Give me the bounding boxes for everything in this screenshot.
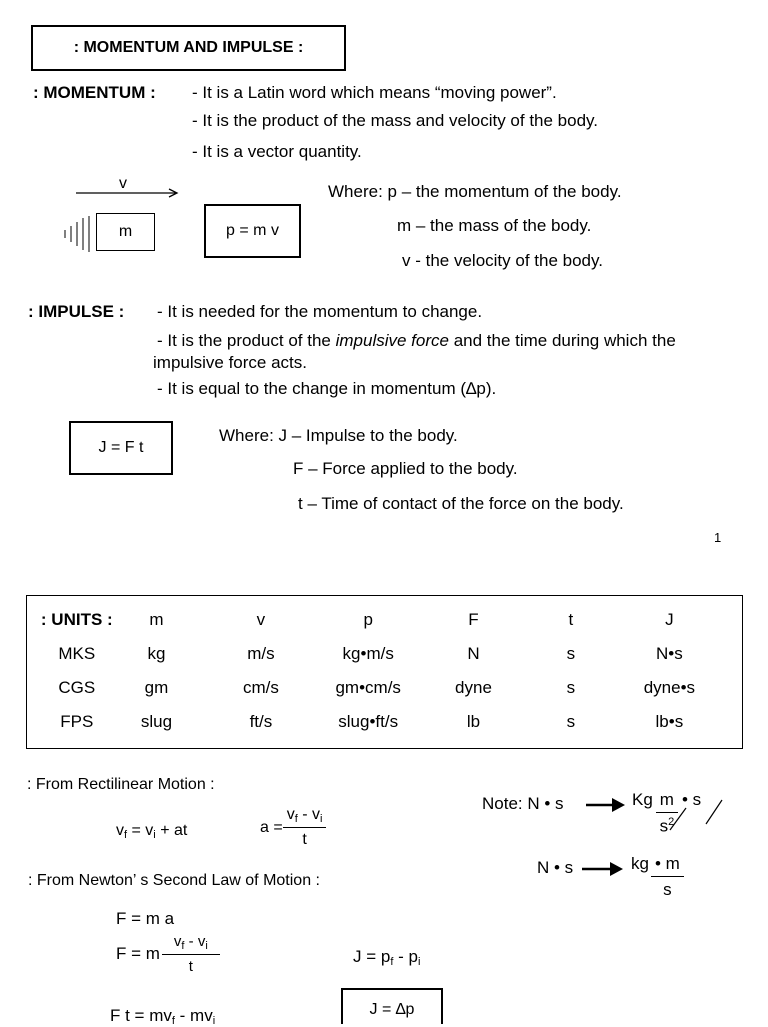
fraction-numerator	[162, 933, 220, 955]
momentum-formula-box	[204, 204, 301, 258]
impulse-line-3: - It is equal to the change in momentum (∆p).	[157, 379, 497, 398]
table-cell: s	[566, 712, 576, 731]
rectilinear-eq-2	[260, 806, 326, 849]
table-cell: m/s	[247, 644, 275, 663]
page-number: 1	[714, 530, 722, 545]
newton-fraction	[162, 933, 220, 975]
fraction-denominator: t	[188, 958, 193, 975]
table-cell: FPS	[60, 712, 94, 731]
fraction-denominator: s	[663, 880, 672, 899]
impulse-delta-box	[341, 988, 443, 1024]
table-cell: N	[467, 644, 480, 663]
eq-text: v	[286, 806, 295, 823]
mass-label: m	[118, 223, 133, 240]
impulse-line-2-italic: impulsive force	[335, 331, 449, 350]
table-cell: cm/s	[242, 678, 279, 697]
arrow-right-icon	[586, 796, 626, 814]
eq-text: - v	[297, 806, 320, 823]
eq-text: • s	[681, 790, 702, 809]
table-cell: lb	[466, 712, 481, 731]
fraction-numerator	[283, 806, 327, 828]
units-header-cell: J	[665, 610, 674, 629]
impulse-line-2-b: and the time during which the	[448, 331, 676, 350]
table-row	[27, 705, 743, 739]
table-cell: lb•s	[655, 712, 684, 731]
newton-heading: : From Newton’ s Second Law of Motion :	[28, 872, 320, 889]
units-header-cell: F	[468, 610, 479, 629]
velocity-label: v	[119, 175, 127, 192]
eq-sub: i	[153, 829, 156, 841]
acceleration-fraction	[283, 806, 327, 849]
note-second-result	[631, 854, 684, 900]
impulse-heading: : IMPULSE :	[28, 302, 125, 321]
fraction-numerator: m	[656, 790, 678, 813]
units-header-row	[27, 603, 743, 637]
momentum-where-3: v - the velocity of the body.	[402, 251, 603, 270]
eq-text: kg	[631, 854, 649, 873]
table-cell: N•s	[656, 644, 683, 663]
impulse-line-2	[157, 331, 676, 351]
eq-text: F = m	[116, 944, 160, 963]
impulse-where-3: t – Time of contact of the force on the body.	[298, 494, 624, 513]
title-box	[31, 25, 346, 71]
fraction-numerator: • m	[651, 854, 684, 877]
table-row	[27, 671, 743, 705]
units-header-cell: v	[256, 610, 266, 629]
eq-text: = v	[127, 822, 154, 839]
impulse-momentum-eq	[353, 947, 420, 968]
eq-sub: f	[124, 829, 128, 841]
eq-sub: i	[212, 1015, 216, 1027]
eq-text: + at	[155, 822, 188, 839]
momentum-line-3: - It is a vector quantity.	[192, 142, 362, 161]
units-table	[27, 603, 743, 739]
eq-sub: f	[171, 1015, 175, 1027]
impulse-where-1: Where: J – Impulse to the body.	[219, 426, 458, 445]
impulse-line-2-a: - It is the product of the	[157, 331, 336, 350]
page-title: : MOMENTUM AND IMPULSE :	[73, 39, 304, 56]
table-cell: MKS	[58, 644, 96, 663]
table-cell: gm•cm/s	[335, 678, 401, 697]
impulse-line-2-cont: impulsive force acts.	[153, 353, 307, 372]
velocity-arrow-icon	[76, 186, 182, 200]
eq-text: - v	[184, 933, 206, 950]
eq-text: J = p	[353, 947, 391, 966]
rectilinear-heading: : From Rectilinear Motion :	[27, 776, 215, 793]
eq-sub: i	[319, 813, 323, 825]
eq-text: F t = mv	[110, 1006, 172, 1025]
eq-sub: f	[390, 956, 394, 968]
impulse-where-2: F – Force applied to the body.	[293, 459, 518, 478]
momentum-line-2: - It is the product of the mass and velocity of the body.	[192, 111, 599, 130]
impulse-formula: J = F t	[98, 439, 144, 456]
table-cell: kg	[147, 644, 166, 663]
mass-block	[96, 213, 155, 251]
eq-text: s	[659, 816, 669, 836]
eq-sub: i	[417, 956, 421, 968]
impulse-delta-formula: J = ∆p	[369, 1001, 415, 1018]
note-second-lhs: N • s	[537, 858, 574, 877]
table-cell: slug•ft/s	[338, 712, 399, 731]
eq-text: v	[116, 822, 124, 839]
momentum-heading: : MOMENTUM :	[33, 83, 156, 102]
cancel-strike-icon	[664, 794, 726, 834]
eq-sub: f	[294, 813, 298, 825]
units-header-label: : UNITS :	[40, 610, 113, 629]
rectilinear-eq-1	[116, 822, 187, 841]
table-cell: s	[566, 644, 576, 663]
fraction-denominator: t	[302, 831, 307, 848]
table-cell: CGS	[58, 678, 96, 697]
eq-text: - mv	[174, 1006, 213, 1025]
eq-sub: f	[181, 940, 185, 952]
eq-text: Kg	[632, 790, 653, 809]
table-cell: dyne•s	[643, 678, 696, 697]
newton-eq-1: F = m a	[116, 909, 175, 928]
table-row	[27, 637, 743, 671]
eq-sup: 2	[668, 816, 675, 828]
eq-sub: i	[205, 940, 208, 952]
note-label: Note: N • s	[482, 794, 564, 813]
momentum-formula: p = m v	[226, 222, 279, 239]
eq-text: - p	[393, 947, 418, 966]
motion-lines-icon	[62, 216, 98, 252]
table-cell: kg•m/s	[342, 644, 394, 663]
table-cell: slug	[140, 712, 173, 731]
momentum-where-1: Where: p – the momentum of the body.	[328, 182, 622, 201]
units-header-cell: p	[363, 610, 373, 629]
momentum-line-1: - It is a Latin word which means “moving power”.	[192, 83, 557, 102]
note-fraction	[651, 854, 684, 900]
arrow-right-icon	[582, 860, 624, 878]
impulse-formula-box	[69, 421, 173, 475]
impulse-line-1: - It is needed for the momentum to change.	[157, 302, 483, 321]
units-header-cell: t	[568, 610, 574, 629]
units-header-cell: m	[149, 610, 164, 629]
eq-text: a =	[260, 818, 283, 836]
table-cell: ft/s	[249, 712, 273, 731]
newton-eq-2	[116, 933, 220, 975]
table-cell: s	[566, 678, 576, 697]
table-cell: gm	[144, 678, 169, 697]
table-cell: dyne	[455, 678, 492, 697]
eq-text: v	[173, 933, 182, 950]
momentum-where-2: m – the mass of the body.	[397, 216, 592, 235]
